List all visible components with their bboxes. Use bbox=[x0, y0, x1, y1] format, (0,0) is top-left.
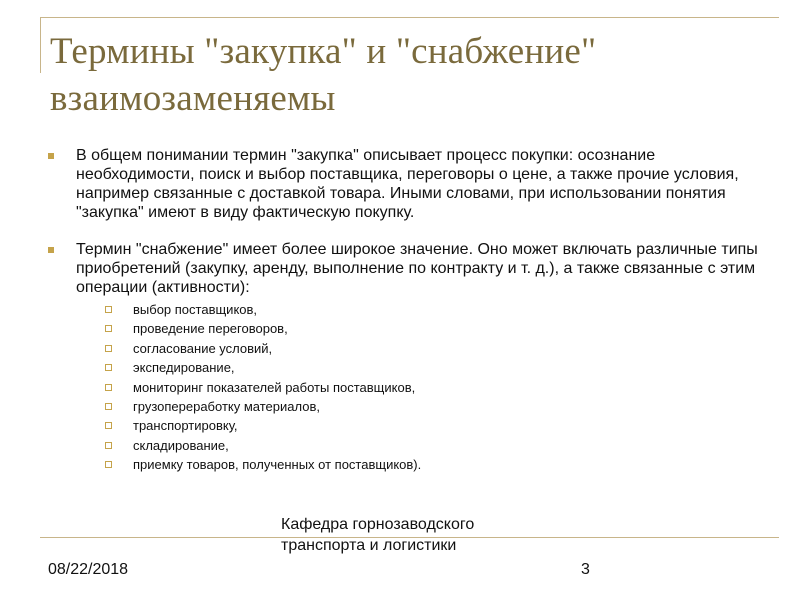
hollow-square-bullet-icon bbox=[105, 325, 112, 332]
hollow-square-bullet-icon bbox=[105, 345, 112, 352]
sub-item-text: выбор поставщиков, bbox=[133, 302, 258, 317]
hollow-square-bullet-icon bbox=[105, 403, 112, 410]
sub-list-item bbox=[76, 436, 768, 455]
sub-list-item bbox=[76, 300, 768, 319]
sub-item-text: мониторинг показателей работы поставщиков, bbox=[133, 379, 416, 395]
slide-content bbox=[48, 146, 768, 475]
hollow-square-bullet-icon bbox=[105, 384, 112, 391]
sub-list-item bbox=[76, 319, 768, 338]
bullet-text: Термин "снабжение" имеет более широкое значение. Оно может включать различные типы приобретений (закупку, аренду, выполнение по контракту и т. д.), а также связанные с этим операции (активности): bbox=[76, 241, 758, 296]
hollow-square-bullet-icon bbox=[105, 442, 112, 449]
hollow-square-bullet-icon bbox=[105, 364, 112, 371]
frame-top-line bbox=[40, 17, 779, 18]
page-number: 3 bbox=[581, 561, 590, 578]
bullet-text: В общем понимании термин "закупка" описывает процесс покупки: осознание необходимости, поиск и выбор поставщика, переговоры о цене, а также прочие условия, например связанные с доставкой товара. Иными словами, при использовании понятия "закупка" имеют в виду фактическую покупку. bbox=[76, 147, 739, 221]
hollow-square-bullet-icon bbox=[105, 306, 112, 313]
sub-item-text: согласование условий, bbox=[133, 340, 273, 356]
sub-item-text: складирование, bbox=[133, 437, 229, 453]
sub-list-item bbox=[76, 416, 768, 435]
sub-item-text: приемку товаров, полученных от поставщиков). bbox=[133, 457, 422, 473]
sub-item-text: экспедирование, bbox=[133, 360, 235, 376]
square-bullet-icon bbox=[48, 247, 54, 253]
footer-department: Кафедра горнозаводского транспорта и логистики bbox=[281, 516, 475, 554]
hollow-square-bullet-icon bbox=[105, 461, 112, 468]
sub-list-item bbox=[76, 358, 768, 377]
sub-list bbox=[76, 300, 768, 475]
sub-item-text: грузопереработку материалов, bbox=[133, 399, 320, 415]
sub-list-item bbox=[76, 378, 768, 397]
square-bullet-icon bbox=[48, 153, 54, 159]
bullet-item bbox=[48, 146, 768, 222]
hollow-square-bullet-icon bbox=[105, 422, 112, 429]
bullet-item bbox=[48, 240, 768, 475]
footer-date: 08/22/2018 bbox=[48, 561, 129, 578]
sub-list-item bbox=[76, 339, 768, 358]
sub-list-item bbox=[76, 455, 768, 474]
sub-item-text: проведение переговоров, bbox=[133, 321, 288, 337]
sub-item-text: транспортировку, bbox=[133, 418, 238, 434]
sub-list-item bbox=[76, 397, 768, 416]
slide-title: Термины "закупка" и "снабжение" взаимозаменяемы bbox=[50, 31, 597, 119]
frame-left-line bbox=[40, 17, 41, 73]
